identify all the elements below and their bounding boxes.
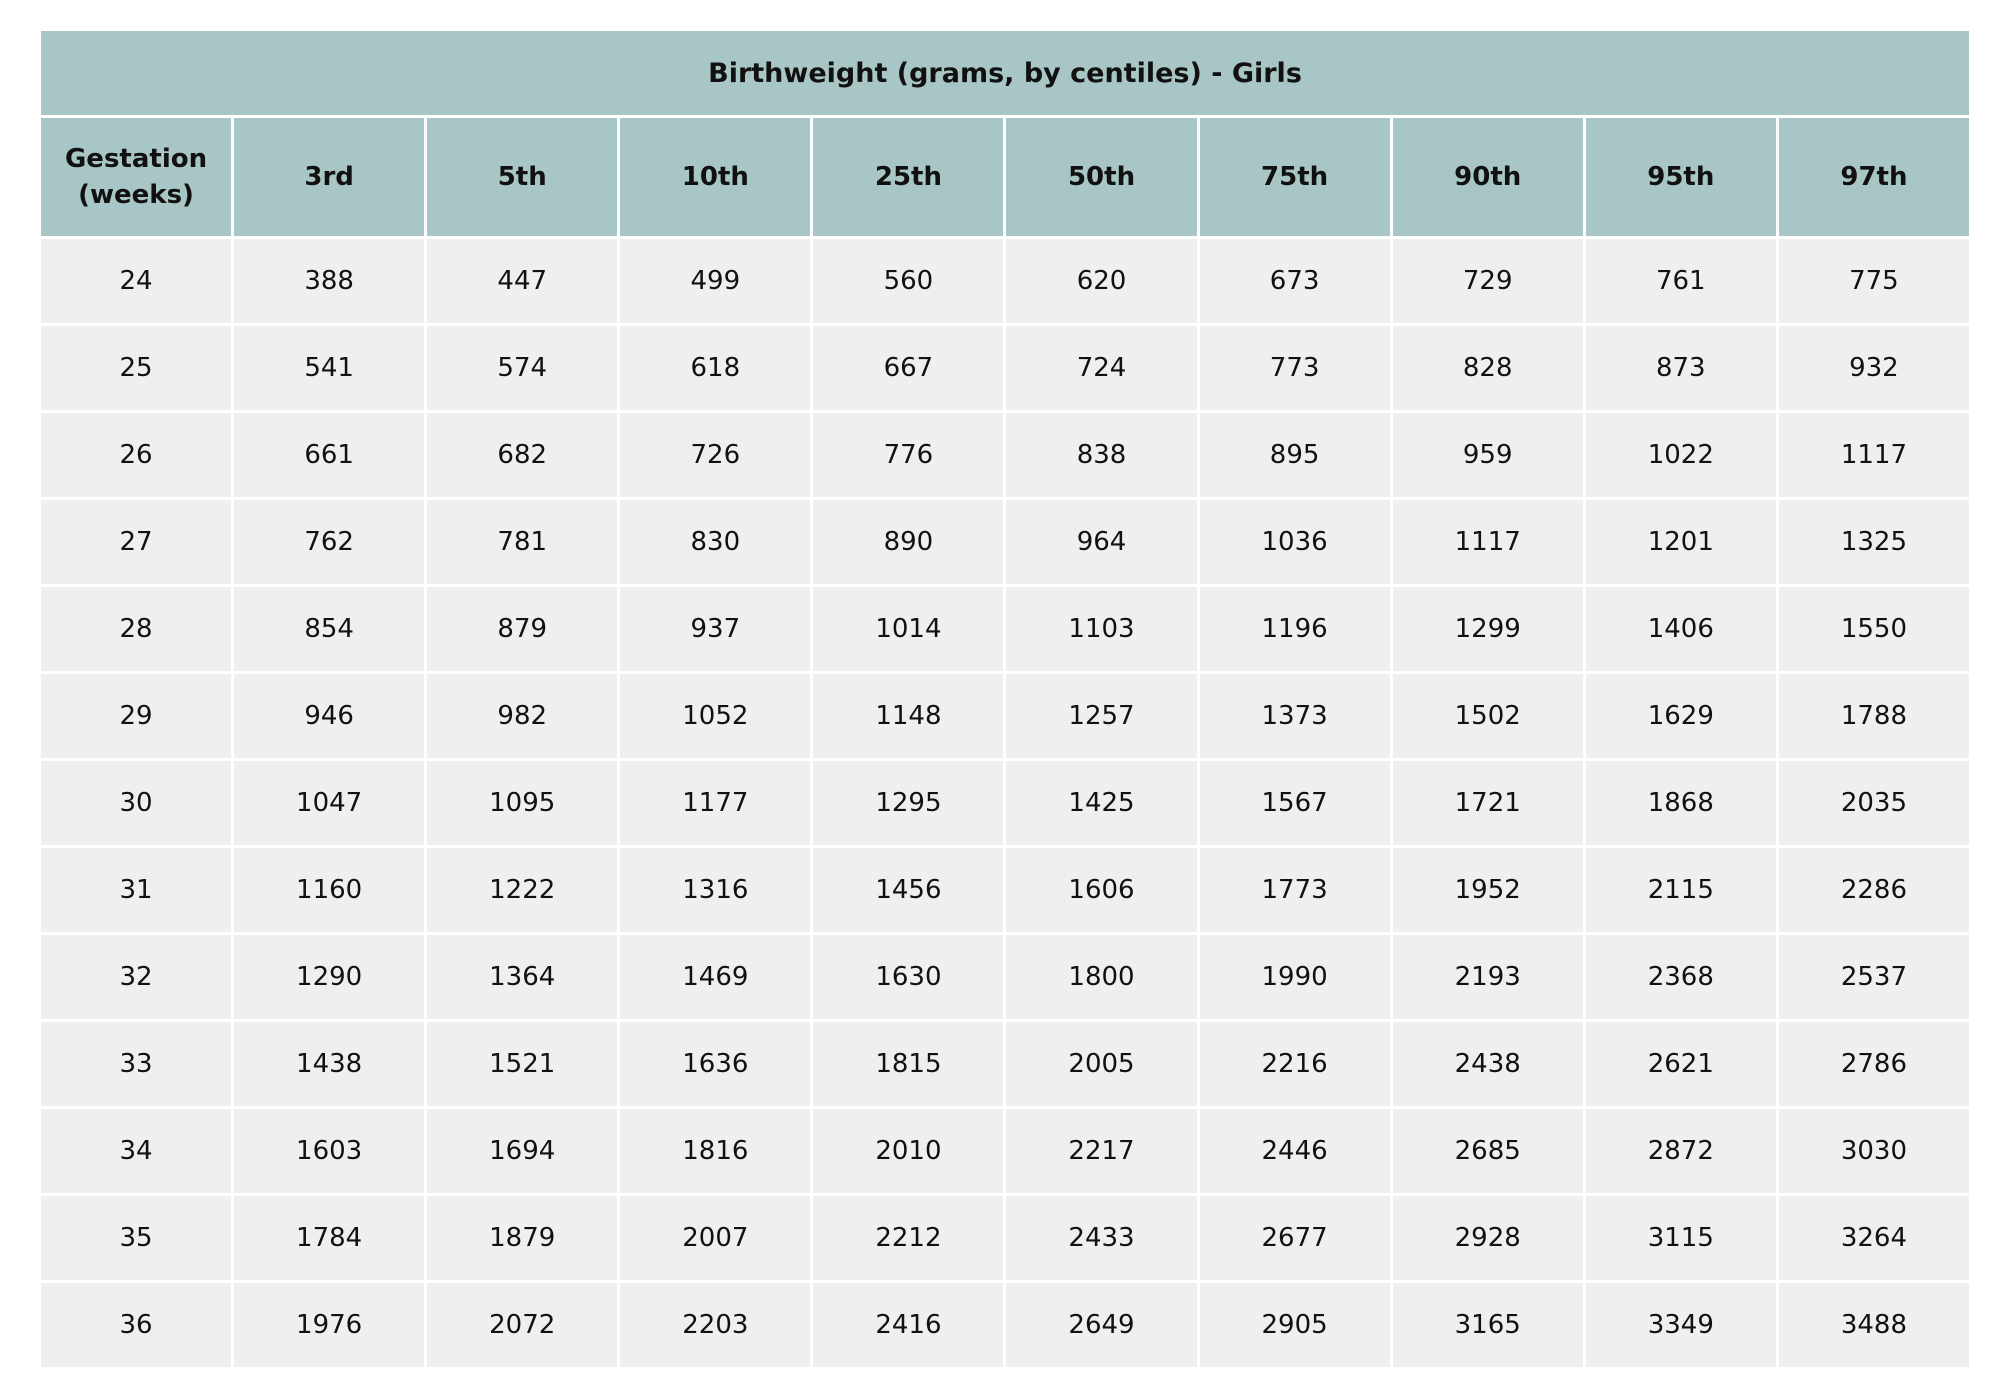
birthweight-cell: 388 xyxy=(233,238,426,325)
birthweight-cell: 828 xyxy=(1391,325,1584,412)
birthweight-cell: 1406 xyxy=(1584,586,1777,673)
table-title-row xyxy=(40,30,1971,117)
birthweight-cell: 2872 xyxy=(1584,1108,1777,1195)
birthweight-cell: 2368 xyxy=(1584,934,1777,1021)
column-header-centile: 5th xyxy=(426,117,619,238)
birthweight-cell: 2203 xyxy=(619,1282,812,1369)
birthweight-cell: 1325 xyxy=(1777,499,1970,586)
birthweight-cell: 1222 xyxy=(426,847,619,934)
birthweight-cell: 1316 xyxy=(619,847,812,934)
birthweight-cell: 1103 xyxy=(1005,586,1198,673)
birthweight-cell: 661 xyxy=(233,412,426,499)
birthweight-cell: 1603 xyxy=(233,1108,426,1195)
birthweight-cell: 1148 xyxy=(812,673,1005,760)
birthweight-cell: 776 xyxy=(812,412,1005,499)
birthweight-cell: 1201 xyxy=(1584,499,1777,586)
table-row xyxy=(40,1021,1971,1108)
birthweight-cell: 838 xyxy=(1005,412,1198,499)
birthweight-cell: 830 xyxy=(619,499,812,586)
column-header-centile: 90th xyxy=(1391,117,1584,238)
birthweight-cell: 1290 xyxy=(233,934,426,1021)
birthweight-cell: 773 xyxy=(1198,325,1391,412)
birthweight-cell: 1990 xyxy=(1198,934,1391,1021)
birthweight-cell: 1047 xyxy=(233,760,426,847)
gestation-cell: 36 xyxy=(40,1282,233,1369)
column-header-centile: 3rd xyxy=(233,117,426,238)
birthweight-cell: 2905 xyxy=(1198,1282,1391,1369)
birthweight-cell: 1014 xyxy=(812,586,1005,673)
birthweight-cell: 1868 xyxy=(1584,760,1777,847)
birthweight-cell: 729 xyxy=(1391,238,1584,325)
birthweight-cell: 2438 xyxy=(1391,1021,1584,1108)
gestation-cell: 32 xyxy=(40,934,233,1021)
birthweight-cell: 1521 xyxy=(426,1021,619,1108)
gestation-cell: 24 xyxy=(40,238,233,325)
birthweight-cell: 499 xyxy=(619,238,812,325)
table-row xyxy=(40,1108,1971,1195)
birthweight-cell: 574 xyxy=(426,325,619,412)
birthweight-cell: 946 xyxy=(233,673,426,760)
birthweight-cell: 541 xyxy=(233,325,426,412)
table-row xyxy=(40,673,1971,760)
birthweight-cell: 1373 xyxy=(1198,673,1391,760)
birthweight-cell: 775 xyxy=(1777,238,1970,325)
column-header-centile: 10th xyxy=(619,117,812,238)
birthweight-cell: 2621 xyxy=(1584,1021,1777,1108)
birthweight-cell: 1438 xyxy=(233,1021,426,1108)
birthweight-cell: 1425 xyxy=(1005,760,1198,847)
birthweight-cell: 3264 xyxy=(1777,1195,1970,1282)
birthweight-cell: 1052 xyxy=(619,673,812,760)
birthweight-cell: 2446 xyxy=(1198,1108,1391,1195)
birthweight-cell: 1879 xyxy=(426,1195,619,1282)
birthweight-cell: 1784 xyxy=(233,1195,426,1282)
birthweight-cell: 1257 xyxy=(1005,673,1198,760)
birthweight-cell: 3488 xyxy=(1777,1282,1970,1369)
birthweight-cell: 1773 xyxy=(1198,847,1391,934)
gestation-cell: 33 xyxy=(40,1021,233,1108)
birthweight-cell: 3115 xyxy=(1584,1195,1777,1282)
birthweight-cell: 1694 xyxy=(426,1108,619,1195)
birthweight-cell: 937 xyxy=(619,586,812,673)
birthweight-cell: 1606 xyxy=(1005,847,1198,934)
birthweight-cell: 1036 xyxy=(1198,499,1391,586)
birthweight-cell: 1117 xyxy=(1391,499,1584,586)
birthweight-cell: 2928 xyxy=(1391,1195,1584,1282)
gestation-cell: 29 xyxy=(40,673,233,760)
table-row xyxy=(40,760,1971,847)
birthweight-cell: 2677 xyxy=(1198,1195,1391,1282)
table-row xyxy=(40,586,1971,673)
gestation-cell: 34 xyxy=(40,1108,233,1195)
birthweight-cell: 1550 xyxy=(1777,586,1970,673)
birthweight-cell: 2212 xyxy=(812,1195,1005,1282)
column-header-centile: 95th xyxy=(1584,117,1777,238)
birthweight-cell: 761 xyxy=(1584,238,1777,325)
birthweight-cell: 620 xyxy=(1005,238,1198,325)
birthweight-cell: 1630 xyxy=(812,934,1005,1021)
birthweight-cell: 1816 xyxy=(619,1108,812,1195)
birthweight-cell: 3030 xyxy=(1777,1108,1970,1195)
gestation-cell: 25 xyxy=(40,325,233,412)
birthweight-cell: 2649 xyxy=(1005,1282,1198,1369)
birthweight-cell: 1721 xyxy=(1391,760,1584,847)
birthweight-cell: 724 xyxy=(1005,325,1198,412)
birthweight-cell: 1567 xyxy=(1198,760,1391,847)
birthweight-cell: 2217 xyxy=(1005,1108,1198,1195)
birthweight-cell: 1177 xyxy=(619,760,812,847)
column-header-centile: 75th xyxy=(1198,117,1391,238)
birthweight-cell: 2005 xyxy=(1005,1021,1198,1108)
gestation-cell: 31 xyxy=(40,847,233,934)
birthweight-cell: 1502 xyxy=(1391,673,1584,760)
birthweight-cell: 2007 xyxy=(619,1195,812,1282)
birthweight-cell: 1636 xyxy=(619,1021,812,1108)
birthweight-cell: 2115 xyxy=(1584,847,1777,934)
birthweight-cell: 2286 xyxy=(1777,847,1970,934)
table-row xyxy=(40,1282,1971,1369)
column-header-centile: 50th xyxy=(1005,117,1198,238)
birthweight-cell: 2433 xyxy=(1005,1195,1198,1282)
birthweight-cell: 2537 xyxy=(1777,934,1970,1021)
birthweight-cell: 1629 xyxy=(1584,673,1777,760)
birthweight-cell: 959 xyxy=(1391,412,1584,499)
table-row xyxy=(40,1195,1971,1282)
birthweight-cell: 2685 xyxy=(1391,1108,1584,1195)
birthweight-cell: 1117 xyxy=(1777,412,1970,499)
birthweight-cell: 1469 xyxy=(619,934,812,1021)
birthweight-cell: 2035 xyxy=(1777,760,1970,847)
column-header-centile: 25th xyxy=(812,117,1005,238)
birthweight-cell: 1364 xyxy=(426,934,619,1021)
birthweight-cell: 560 xyxy=(812,238,1005,325)
birthweight-cell: 1952 xyxy=(1391,847,1584,934)
column-header-row xyxy=(40,117,1971,238)
birthweight-cell: 879 xyxy=(426,586,619,673)
birthweight-cell: 2416 xyxy=(812,1282,1005,1369)
table-row xyxy=(40,499,1971,586)
birthweight-cell: 673 xyxy=(1198,238,1391,325)
birthweight-cell: 2193 xyxy=(1391,934,1584,1021)
gestation-cell: 28 xyxy=(40,586,233,673)
birthweight-cell: 2216 xyxy=(1198,1021,1391,1108)
table-body xyxy=(40,238,1971,1369)
birthweight-cell: 890 xyxy=(812,499,1005,586)
birthweight-cell: 682 xyxy=(426,412,619,499)
birthweight-cell: 1815 xyxy=(812,1021,1005,1108)
birthweight-cell: 982 xyxy=(426,673,619,760)
birthweight-cell: 1456 xyxy=(812,847,1005,934)
birthweight-cell: 3165 xyxy=(1391,1282,1584,1369)
table-row xyxy=(40,412,1971,499)
gestation-cell: 27 xyxy=(40,499,233,586)
birthweight-cell: 1095 xyxy=(426,760,619,847)
birthweight-cell: 762 xyxy=(233,499,426,586)
birthweight-cell: 3349 xyxy=(1584,1282,1777,1369)
birthweight-cell: 1800 xyxy=(1005,934,1198,1021)
birthweight-cell: 726 xyxy=(619,412,812,499)
birthweight-table xyxy=(38,28,1972,1370)
birthweight-cell: 781 xyxy=(426,499,619,586)
birthweight-cell: 1160 xyxy=(233,847,426,934)
birthweight-cell: 964 xyxy=(1005,499,1198,586)
table-row xyxy=(40,325,1971,412)
birthweight-cell: 1196 xyxy=(1198,586,1391,673)
gestation-cell: 35 xyxy=(40,1195,233,1282)
birthweight-cell: 2010 xyxy=(812,1108,1005,1195)
birthweight-cell: 618 xyxy=(619,325,812,412)
birthweight-cell: 2072 xyxy=(426,1282,619,1369)
gestation-cell: 26 xyxy=(40,412,233,499)
column-header-gestation: Gestation (weeks) xyxy=(40,117,233,238)
birthweight-table-container xyxy=(38,28,1972,1370)
birthweight-cell: 1022 xyxy=(1584,412,1777,499)
table-row xyxy=(40,238,1971,325)
birthweight-cell: 667 xyxy=(812,325,1005,412)
birthweight-cell: 873 xyxy=(1584,325,1777,412)
birthweight-cell: 447 xyxy=(426,238,619,325)
column-header-centile: 97th xyxy=(1777,117,1970,238)
gestation-cell: 30 xyxy=(40,760,233,847)
birthweight-cell: 1976 xyxy=(233,1282,426,1369)
birthweight-cell: 1299 xyxy=(1391,586,1584,673)
birthweight-cell: 1295 xyxy=(812,760,1005,847)
birthweight-cell: 1788 xyxy=(1777,673,1970,760)
birthweight-cell: 932 xyxy=(1777,325,1970,412)
birthweight-cell: 895 xyxy=(1198,412,1391,499)
birthweight-cell: 854 xyxy=(233,586,426,673)
birthweight-cell: 2786 xyxy=(1777,1021,1970,1108)
table-title: Birthweight (grams, by centiles) - Girls xyxy=(40,30,1971,117)
table-row xyxy=(40,934,1971,1021)
table-row xyxy=(40,847,1971,934)
